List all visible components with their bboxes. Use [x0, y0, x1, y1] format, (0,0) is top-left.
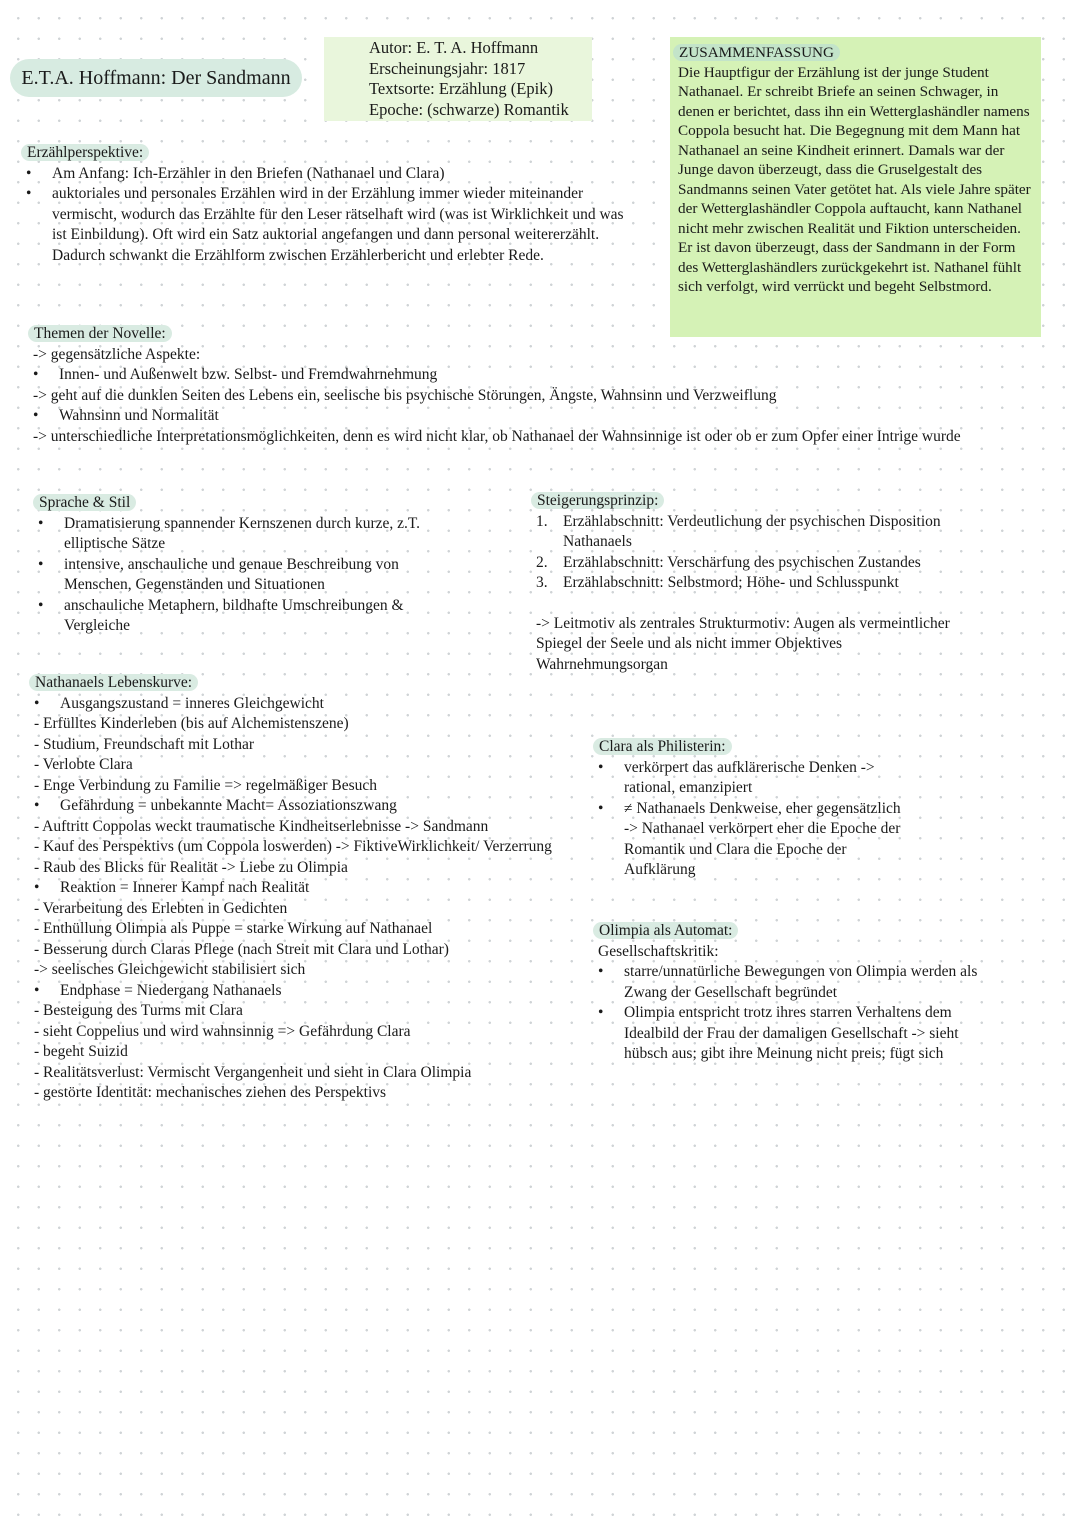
- list-item-text: Erzählabschnitt: Selbstmord; Höhe- und Schlusspunkt: [563, 574, 899, 591]
- olimpia-subheading: Gesellschaftskritik:: [598, 942, 719, 960]
- style-section: [38, 493, 468, 637]
- list-item: • intensive, anschauliche und genaue Beschreibung von Menschen, Gegenständen und Situationen: [38, 555, 468, 596]
- info-box: [324, 37, 592, 121]
- list-item: • Innen- und Außenwelt bzw. Selbst- und Fremdwahrnehmung: [33, 365, 1033, 386]
- escalation-note: -> Leitmotiv als zentrales Strukturmotiv: Augen als vermeintlicher Spiegel der Seele und als nicht immer Objektives Wahrnehmungsorgan: [536, 614, 950, 673]
- list-item: • Wahnsinn und Normalität: [33, 406, 1033, 427]
- style-heading: Sprache & Stil: [33, 494, 136, 511]
- list-item: • anschauliche Metaphern, bildhafte Umschreibungen & Vergleiche: [38, 596, 468, 637]
- lifecurve-line: - Erfülltes Kinderleben (bis auf Alchemistenszene): [34, 715, 349, 732]
- info-genre: Textsorte: Erzählung (Epik): [369, 79, 553, 98]
- list-item-text: Erzählabschnitt: Verdeutlichung der psychischen Disposition Nathanaels: [563, 512, 941, 550]
- list-number: 3.: [536, 574, 548, 591]
- list-item: • auktoriales und personales Erzählen wird in der Erzählung immer wieder miteinander vermischt, wodurch das Erzählte für den Leser rätselhaft wird (was ist Wirklichkeit und was ist Einbildung). Oft wird ein Satz auktorial angefangen und dann personal weitererzählt. Dadurch schwankt die Erzählform zwischen Erzählerbericht und erlebter Rede.: [26, 184, 636, 266]
- olimpia-section: [598, 921, 998, 1065]
- escalation-section: [536, 491, 956, 675]
- lifecurve-line: -> seelisches Gleichgewicht stabilisiert sich: [34, 961, 306, 978]
- lifecurve-line: - Raub des Blicks für Realität -> Liebe zu Olimpia: [34, 858, 348, 876]
- perspective-section: [26, 143, 636, 266]
- summary-heading: ZUSAMMENFASSUNG: [673, 44, 840, 61]
- clara-heading: Clara als Philisterin:: [593, 738, 732, 755]
- lifecurve-line: - Besteigung des Turms mit Clara: [34, 1002, 243, 1019]
- clara-section: [598, 737, 908, 881]
- escalation-heading: Steigerungsprinzip:: [531, 492, 664, 509]
- list-item: • Am Anfang: Ich-Erzähler in den Briefen (Nathanael und Clara): [26, 164, 636, 185]
- lifecurve-line: - Verlobte Clara: [34, 756, 133, 773]
- themes-line: -> geht auf die dunklen Seiten des Lebens ein, seelische bis psychische Störungen, Ängste, Wahnsinn und Verzweiflung: [33, 386, 777, 404]
- list-item-text: Erzählabschnitt: Verschärfung des psychischen Zustandes: [563, 553, 921, 571]
- themes-line: -> gegensätzliche Aspekte:: [33, 345, 201, 363]
- list-item: • Reaktion = Innerer Kampf nach Realität: [34, 878, 564, 899]
- lifecurve-line: - Besserung durch Claras Pflege (nach Streit mit Clara und Lothar): [34, 940, 449, 958]
- summary-text: Die Hauptfigur der Erzählung ist der junge Student Nathanael. Er schreibt Briefe an seinen Schwager, in denen er berichtet, dass ihn ein Wetterglashändler namens Coppola besucht hat. Die Begegnung mit dem Mann hat Nathanael an seine Kindheit erinnert. Damals war der Junge davon überzeugt, dass die Gruselgestalt des Sandmanns seinen Vater getötet hat. Als viele Jahre später der Wetterglashändler Coppola auftaucht, kann Nathanel nicht mehr zwischen Realität und Fiktion unterscheiden. Er ist davon überzeugt, dass der Sandmann in der Form des Wetterglashändlers zurückgekehrt ist. Nathanel fühlt sich verfolgt, wird verrückt und begeht Selbstmord.: [678, 63, 1031, 295]
- list-item: • Endphase = Niedergang Nathanaels: [34, 981, 564, 1002]
- info-year: Erscheinungsjahr: 1817: [369, 58, 526, 78]
- page-title: E.T.A. Hoffmann: Der Sandmann: [10, 59, 302, 97]
- lifecurve-line: - Realitätsverlust: Vermischt Vergangenheit und sieht in Clara Olimpia: [34, 1063, 472, 1081]
- list-item: • Dramatisierung spannender Kernszenen durch kurze, z.T. elliptische Sätze: [38, 514, 468, 555]
- list-item: • Olimpia entspricht trotz ihres starren Verhaltens dem Idealbild der Frau der damaligen Gesellschaft -> sieht hübsch aus; gibt ihre Meinung nicht preis; fügt sich: [598, 1003, 998, 1065]
- themes-line: -> unterschiedliche Interpretationsmöglichkeiten, denn es wird nicht klar, ob Nathanael der Wahnsinnige ist oder ob er zum Opfer einer Intrige wurde: [33, 427, 961, 445]
- info-author: Autor: E. T. A. Hoffmann: [369, 38, 539, 57]
- olimpia-heading: Olimpia als Automat:: [593, 922, 738, 939]
- lifecurve-line: - Kauf des Perspektivs (um Coppola loswerden) -> FiktiveWirklichkeit/ Verzerrung: [34, 838, 552, 855]
- info-epoch: Epoche: (schwarze) Romantik: [369, 99, 569, 119]
- list-number: 2.: [536, 553, 548, 571]
- perspective-heading: Erzählperspektive:: [21, 144, 149, 161]
- list-item: • verkörpert das aufklärerische Denken -> rational, emanzipiert: [598, 758, 908, 799]
- lifecurve-line: - Studium, Freundschaft mit Lothar: [34, 735, 254, 753]
- lifecurve-line: - begeht Suizid: [34, 1043, 128, 1060]
- list-item: • starre/unnatürliche Bewegungen von Olimpia werden als Zwang der Gesellschaft begründet: [598, 962, 998, 1003]
- list-item: [536, 553, 956, 574]
- themes-heading: Themen der Novelle:: [28, 325, 172, 342]
- list-item: • Ausgangszustand = inneres Gleichgewicht: [34, 694, 564, 715]
- list-item: • Gefährdung = unbekannte Macht= Assoziationszwang: [34, 796, 564, 817]
- themes-section: [33, 324, 1033, 447]
- list-item: [536, 512, 956, 553]
- lifecurve-line: - sieht Coppelius und wird wahnsinnig => Gefährdung Clara: [34, 1022, 411, 1040]
- lifecurve-line: - Verarbeitung des Erlebten in Gedichten: [34, 899, 288, 917]
- lifecurve-line: - gestörte Identität: mechanisches ziehen des Perspektivs: [34, 1084, 387, 1101]
- lifecurve-line: - Enge Verbindung zu Familie => regelmäßiger Besuch: [34, 776, 378, 794]
- list-item: • ≠ Nathanaels Denkweise, eher gegensätzlich -> Nathanael verkörpert eher die Epoche der Romantik und Clara die Epoche der Aufklärung: [598, 799, 908, 881]
- lifecurve-line: - Auftritt Coppolas weckt traumatische Kindheitserlebnisse -> Sandmann: [34, 817, 489, 835]
- lifecurve-heading: Nathanaels Lebenskurve:: [29, 674, 198, 691]
- lifecurve-section: [34, 673, 564, 1104]
- list-item: [536, 573, 956, 594]
- list-number: 1.: [536, 512, 548, 530]
- summary-box: [670, 37, 1041, 337]
- lifecurve-line: - Enthüllung Olimpia als Puppe = starke Wirkung auf Nathanael: [34, 920, 433, 937]
